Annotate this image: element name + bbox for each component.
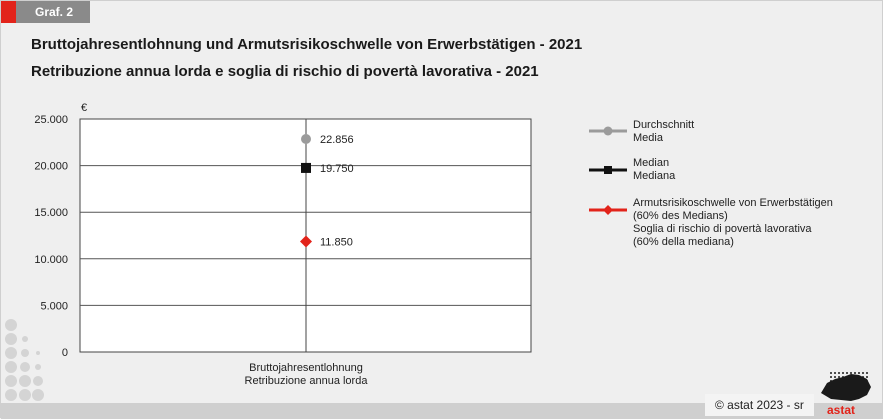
logo-dot (854, 376, 856, 378)
y-tick-label: 25.000 (34, 114, 68, 126)
logo-dot (842, 384, 844, 386)
logo-dot (842, 376, 844, 378)
logo-dot (858, 380, 860, 382)
logo-dot (850, 384, 852, 386)
logo-dot (862, 372, 864, 374)
y-axis-ticks (34, 114, 68, 359)
decor-dot (5, 375, 17, 387)
graph-badge: Graf. 2 (16, 1, 90, 23)
legend-item-armutsrisikoschwelle (633, 197, 833, 249)
logo-dot (850, 376, 852, 378)
x-axis-category-label (245, 362, 369, 387)
data-label: 22.856 (320, 133, 354, 146)
legend-label-line: Media (633, 132, 663, 144)
decor-dot (35, 364, 41, 370)
logo-dot (862, 384, 864, 386)
logo-dot (854, 388, 856, 390)
decor-dot (20, 362, 30, 372)
decorative-dots (5, 319, 44, 401)
logo-dot (834, 372, 836, 374)
logo-dot (866, 372, 868, 374)
legend-label-line: (60% della mediana) (633, 236, 734, 248)
y-tick-label: 20.000 (34, 160, 68, 173)
logo-dot (830, 380, 832, 382)
legend-item-median (633, 157, 675, 183)
y-axis-unit-label: € (81, 102, 88, 114)
legend-label-line: Soglia di rischio di povertà lavorativa (633, 223, 812, 235)
decor-dot (5, 389, 17, 401)
y-tick-label: 15.000 (34, 207, 68, 220)
legend-label-line: (60% des Medians) (633, 210, 728, 222)
logo-dot (846, 376, 848, 378)
logo-dot (866, 376, 868, 378)
decor-dot (36, 351, 40, 355)
y-tick-label: 0 (61, 347, 68, 359)
chart-title-de: Bruttojahresentlohnung und Armutsrisikoschwelle von Erwerbstätigen - 2021 (31, 36, 583, 53)
logo-dot (862, 376, 864, 378)
decor-dot (5, 333, 17, 345)
logo-dot (858, 376, 860, 378)
decor-dot (33, 376, 43, 386)
data-label: 19.750 (320, 162, 354, 175)
logo-dot (834, 376, 836, 378)
logo-dot (846, 372, 848, 374)
logo-dot (842, 388, 844, 390)
decor-dot (22, 336, 28, 342)
legend-label-line: Armutsrisikoschwelle von Erwerbstätigen (633, 197, 833, 209)
logo-dot (830, 376, 832, 378)
x-tick-label: Bruttojahresentlohnung (249, 362, 363, 374)
logo-dot (850, 380, 852, 382)
logo-dot (850, 372, 852, 374)
logo-dot (854, 380, 856, 382)
astat-logo-icon (821, 372, 871, 401)
legend-label-line: Median (633, 157, 670, 169)
astat-logo-text: astat (827, 403, 856, 417)
data-label: 11.850 (320, 236, 353, 249)
legend-label-line: Durchschnitt (633, 119, 695, 131)
decor-dot (21, 349, 29, 357)
logo-dot (830, 388, 832, 390)
marker-median (301, 163, 311, 173)
decor-dot (32, 389, 44, 401)
chart-title-it: Retribuzione annua lorda e soglia di rischio di povertà lavorativa - 2021 (31, 63, 539, 80)
legend-marker-diamond (603, 205, 613, 215)
copyright-text: © astat 2023 - sr (705, 394, 814, 416)
decor-dot (19, 375, 31, 387)
y-tick-label: 10.000 (34, 253, 68, 266)
logo-dot (838, 372, 840, 374)
legend-marker-circle (604, 127, 613, 136)
logo-dot (834, 380, 836, 382)
logo-dot (838, 376, 840, 378)
logo-dot (866, 380, 868, 382)
logo-dot (866, 388, 868, 390)
logo-dot (838, 388, 840, 390)
logo-dot (846, 380, 848, 382)
marker-durchschnitt (301, 134, 311, 144)
logo-dot (830, 384, 832, 386)
decor-dot (5, 347, 17, 359)
logo-dot (838, 380, 840, 382)
logo-dot (862, 388, 864, 390)
logo-dot (842, 372, 844, 374)
logo-dot (834, 388, 836, 390)
logo-dot (858, 372, 860, 374)
logo-dot (838, 384, 840, 386)
y-tick-label: 5.000 (40, 300, 68, 313)
logo-dot (830, 372, 832, 374)
decor-dot (5, 361, 17, 373)
x-tick-label: Retribuzione annua lorda (244, 375, 368, 387)
logo-dot (846, 384, 848, 386)
logo-dot (854, 384, 856, 386)
logo-dot (854, 372, 856, 374)
logo-dot (850, 388, 852, 390)
legend-item-durchschnitt (633, 119, 694, 145)
logo-dot (862, 380, 864, 382)
logo-dot (858, 388, 860, 390)
logo-dot (834, 384, 836, 386)
legend-symbols (589, 127, 627, 216)
legend-marker-square (604, 166, 612, 174)
logo-dot (846, 388, 848, 390)
legend-label-line: Mediana (633, 170, 676, 182)
logo-dot (842, 380, 844, 382)
logo-dot (866, 384, 868, 386)
logo-dot (858, 384, 860, 386)
decor-dot (5, 319, 17, 331)
decor-dot (19, 389, 31, 401)
